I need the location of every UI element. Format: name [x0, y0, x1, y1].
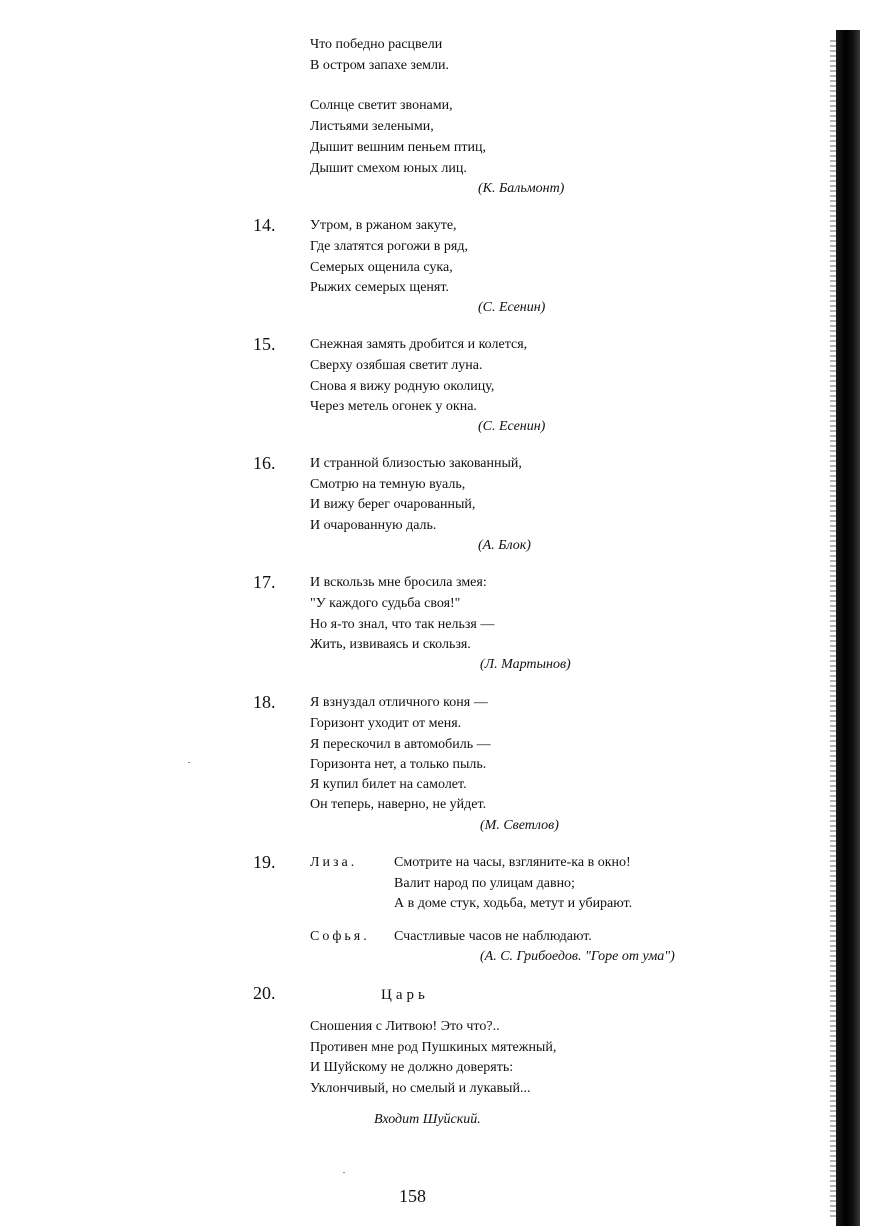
poem-attribution: (Л. Мартынов) [480, 657, 571, 672]
poem-line: Дышит смехом юных лиц. [310, 161, 467, 176]
poem-line: Что победно расцвели [310, 37, 443, 52]
poem-line: Где златятся рогожи в ряд, [310, 239, 468, 254]
scan-speck [343, 1172, 345, 1173]
poem-line: В остром запахе земли. [310, 58, 449, 73]
exercise-number: 20. [253, 983, 276, 1003]
exercise-number: 16. [253, 453, 276, 473]
poem-line: Но я-то знал, что так нельзя — [310, 617, 495, 632]
poem-line: Он теперь, наверно, не уйдет. [310, 797, 487, 812]
poem-attribution: (С. Есенин) [478, 300, 546, 315]
poem-attribution: (С. Есенин) [478, 419, 546, 434]
poem-line: Уклончивый, но смелый и лукавый... [310, 1081, 531, 1096]
dialogue-line: Смотрите на часы, взгляните-ка в окно! [394, 855, 631, 870]
poem-line: Я перескочил в автомобиль — [310, 737, 491, 752]
poem-line: Противен мне род Пушкиных мятежный, [310, 1040, 557, 1055]
poem-line: И очарованную даль. [310, 518, 437, 533]
scan-binding-shadow [836, 30, 860, 1226]
poem-line: Снова я вижу родную околицу, [310, 379, 495, 394]
scene-heading: Царь [381, 987, 429, 1003]
poem-attribution: (М. Светлов) [480, 818, 559, 833]
poem-line: И вижу берег очарованный, [310, 497, 476, 512]
exercise-number: 15. [253, 334, 276, 354]
poem-line: Утром, в ржаном закуте, [310, 218, 457, 233]
poem-line: Через метель огонек у окна. [310, 399, 477, 414]
poem-attribution: (А. Блок) [478, 538, 531, 553]
poem-line: Сношения с Литвою! Это что?.. [310, 1019, 500, 1034]
scan-speck [188, 762, 190, 763]
poem-line: И Шуйскому не должно доверять: [310, 1060, 514, 1075]
poem-line: Сверху озябшая светит луна. [310, 358, 483, 373]
poem-line: Смотрю на темную вуаль, [310, 477, 466, 492]
dialogue-line: А в доме стук, ходьба, метут и убирают. [394, 896, 633, 911]
poem-line: Горизонта нет, а только пыль. [310, 757, 487, 772]
poem-line: И вскользь мне бросила змея: [310, 575, 487, 590]
poem-line: Я взнуздал отличного коня — [310, 695, 488, 710]
poem-line: Семерых ощенила сука, [310, 260, 453, 275]
character-name: Софья. [310, 929, 370, 944]
poem-line: Жить, извиваясь и скользя. [310, 637, 471, 652]
poem-line: Дышит вешним пеньем птиц, [310, 140, 486, 155]
dialogue-line: Счастливые часов не наблюдают. [394, 929, 592, 944]
exercise-number: 14. [253, 215, 276, 235]
exercise-number: 19. [253, 852, 276, 872]
exercise-number: 18. [253, 692, 276, 712]
poem-line: Я купил билет на самолет. [310, 777, 467, 792]
poem-line: Рыжих семерых щенят. [310, 280, 449, 295]
poem-line: И странной близостью закованный, [310, 456, 522, 471]
poem-line: Снежная замять дробится и колется, [310, 337, 528, 352]
poem-line: "У каждого судьба своя!" [310, 596, 461, 611]
dialogue-line: Валит народ по улицам давно; [394, 876, 575, 891]
page-number: 158 [399, 1186, 426, 1206]
poem-line: Солнце светит звонами, [310, 98, 453, 113]
poem-attribution: (А. С. Грибоедов. "Горе от ума") [480, 949, 675, 964]
stage-direction: Входит Шуйский. [374, 1112, 481, 1127]
character-name: Лиза. [310, 855, 358, 870]
exercise-number: 17. [253, 572, 276, 592]
poem-line: Горизонт уходит от меня. [310, 716, 462, 731]
poem-attribution: (К. Бальмонт) [478, 181, 565, 196]
poem-line: Листьями зелеными, [310, 119, 434, 134]
